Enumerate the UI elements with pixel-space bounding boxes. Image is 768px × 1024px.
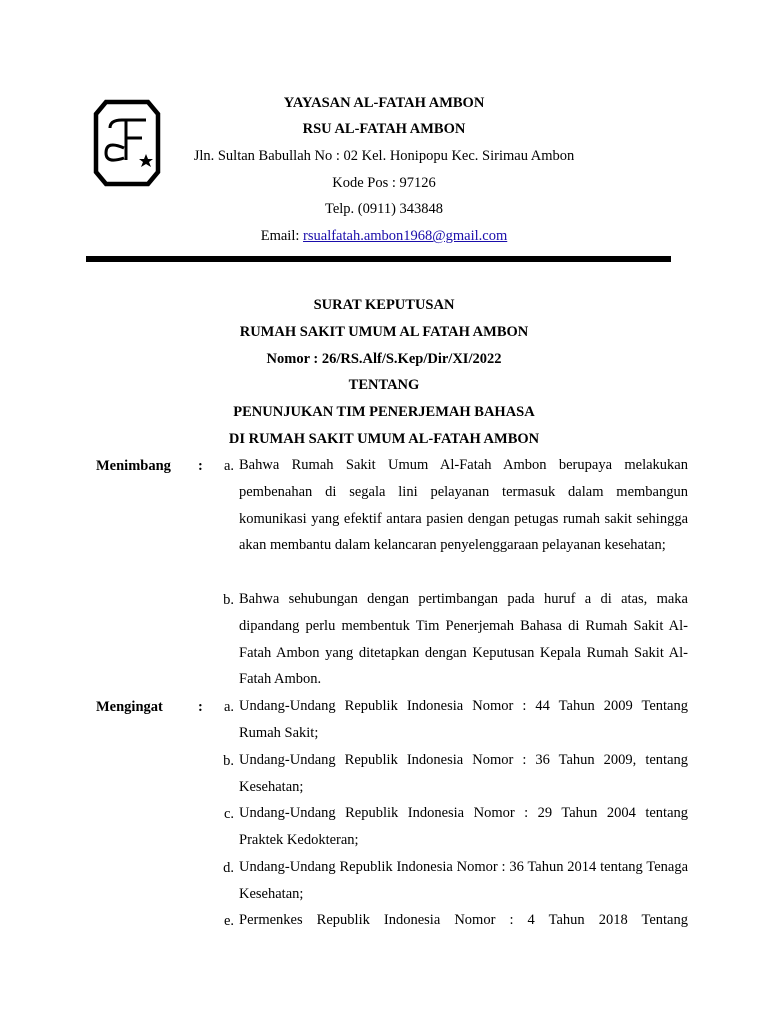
- hospital-logo: [92, 98, 162, 188]
- header-divider: [86, 256, 671, 262]
- mengingat-a-letter: a.: [223, 699, 234, 715]
- mengingat-e-text: Permenkes Republik Indonesia Nomor : 4 Tahun 2018 Tentang: [239, 912, 688, 928]
- hospital-name: RSU AL-FATAH AMBON: [302, 121, 466, 137]
- mengingat-colon: :: [198, 699, 203, 715]
- email-line: [180, 226, 588, 246]
- doc-title-1: SURAT KEPUTUSAN: [313, 297, 455, 313]
- doc-subject-2: DI RUMAH SAKIT UMUM AL-FATAH AMBON: [228, 431, 540, 447]
- menimbang-a-letter: a.: [223, 458, 234, 474]
- postal-code: Kode Pos : 97126: [332, 175, 436, 191]
- doc-number: Nomor : 26/RS.Alf/S.Kep/Dir/XI/2022: [266, 351, 502, 367]
- menimbang-a-text: Bahwa Rumah Sakit Umum Al-Fatah Ambon berupaya melakukan pembenahan di segala lini pelayanan termasuk dalam membangun komunikasi yang efektif antara pasien dengan petugas rumah sakit sehingga akan membantu dalam kelancaran penyelenggaraan pelayanan kesehatan;: [239, 457, 688, 554]
- mengingat-a-text: Undang-Undang Republik Indonesia Nomor : 44 Tahun 2009 Tentang Rumah Sakit;: [239, 698, 688, 741]
- phone: Telp. (0911) 343848: [324, 201, 444, 217]
- menimbang-colon: :: [198, 458, 203, 474]
- doc-subject-1: PENUNJUKAN TIM PENERJEMAH BAHASA: [233, 404, 535, 420]
- mengingat-c-text: Undang-Undang Republik Indonesia Nomor : 29 Tahun 2004 tentang Praktek Kedokteran;: [239, 805, 688, 848]
- mengingat-b-letter: b.: [223, 753, 234, 769]
- email-link[interactable]: rsualfatah.ambon1968@gmail.com: [303, 228, 508, 244]
- doc-title-tentang: TENTANG: [348, 377, 420, 393]
- address: Jln. Sultan Babullah No : 02 Kel. Honipopu Kec. Sirimau Ambon: [193, 148, 575, 164]
- email-label: Email:: [260, 228, 304, 244]
- mengingat-d-letter: d.: [223, 860, 234, 876]
- mengingat-e-letter: e.: [223, 913, 234, 929]
- menimbang-label: Menimbang: [96, 458, 171, 474]
- mengingat-label: Mengingat: [96, 699, 163, 715]
- menimbang-b-letter: b.: [223, 592, 234, 608]
- doc-title-2: RUMAH SAKIT UMUM AL FATAH AMBON: [239, 324, 529, 340]
- menimbang-b-text: Bahwa sehubungan dengan pertimbangan pada huruf a di atas, maka dipandang perlu membentuk Tim Penerjemah Bahasa di Rumah Sakit Al-Fatah Ambon yang ditetapkan dengan Keputusan Kepala Rumah Sakit Al-Fatah Ambon.: [239, 591, 688, 688]
- mengingat-d-text: Undang-Undang Republik Indonesia Nomor : 36 Tahun 2014 tentang Tenaga Kesehatan;: [239, 859, 688, 902]
- organization-name: YAYASAN AL-FATAH AMBON: [283, 95, 485, 111]
- mengingat-c-letter: c.: [223, 806, 234, 822]
- mengingat-b-text: Undang-Undang Republik Indonesia Nomor : 36 Tahun 2009, tentang Kesehatan;: [239, 752, 688, 795]
